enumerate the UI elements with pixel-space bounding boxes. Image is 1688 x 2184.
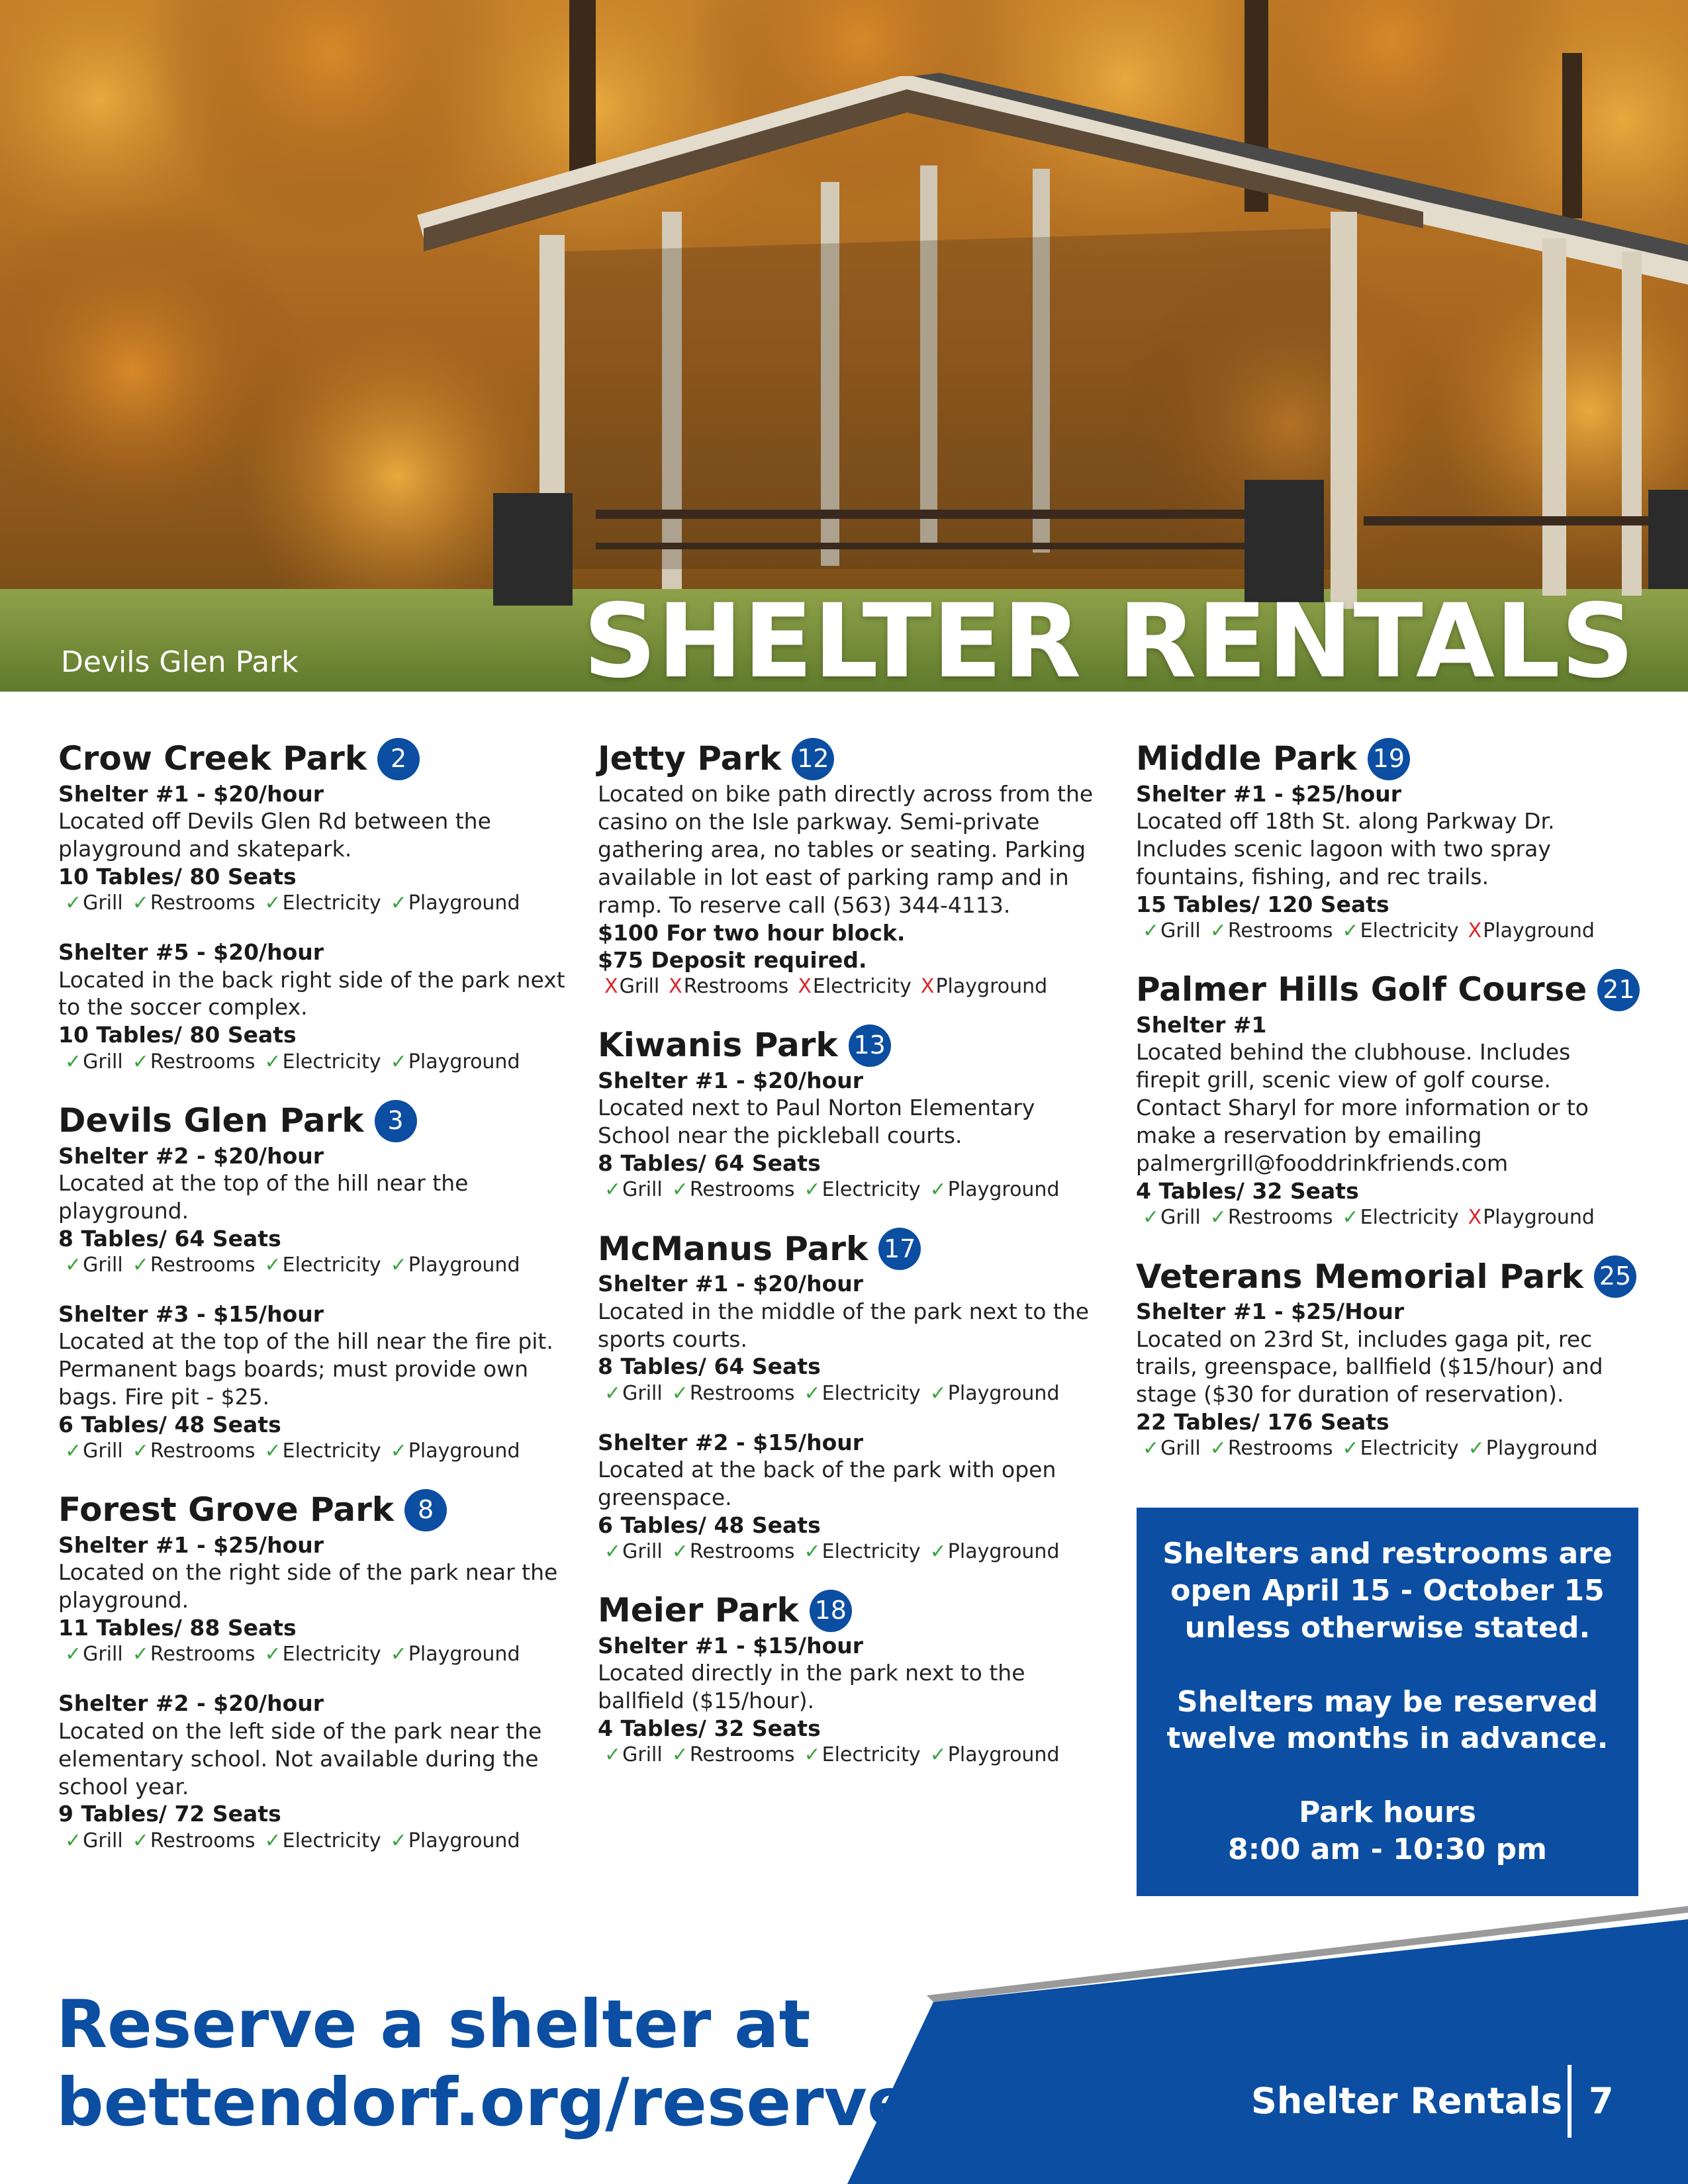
shelter-heading: Shelter #3 - $15/hour (58, 1300, 324, 1327)
check-icon: ✓ (604, 1539, 622, 1563)
amenity-item (132, 1252, 256, 1278)
amenity-label: Electricity (282, 1439, 381, 1463)
check-icon: ✓ (132, 1643, 149, 1666)
map-number-badge: 13 (849, 1024, 891, 1067)
check-icon: ✓ (1143, 919, 1160, 943)
shelter-entry (58, 780, 575, 916)
amenity-label: Grill (1160, 919, 1201, 943)
amenity-label: Grill (619, 975, 660, 999)
amenity-label: Playground (408, 1829, 520, 1852)
amenity-label: Restrooms (150, 1439, 256, 1463)
shelter-heading: Shelter #5 - $20/hour (58, 939, 324, 966)
park-meier (598, 1590, 1114, 1768)
park-name: Devils Glen Park (58, 1101, 364, 1140)
map-number-badge: 25 (1594, 1255, 1636, 1298)
amenity-item (1210, 1435, 1333, 1461)
park-crow-creek (58, 738, 575, 1075)
check-icon: ✓ (1143, 1437, 1160, 1461)
amenity-item (930, 1177, 1060, 1203)
check-icon: ✓ (804, 1178, 821, 1202)
page-title: SHELTER RENTALS (583, 582, 1635, 692)
amenity-item (65, 1438, 123, 1464)
amenity-item (264, 1828, 381, 1854)
shelter-seats: 10 Tables/ 80 Seats (58, 864, 297, 890)
amenity-item (1468, 1205, 1595, 1230)
shelter-description: Located at the top of the hill near the fire pit. Permanent bags boards; must provide own bags. Fire pit - $25. (58, 1328, 553, 1410)
shelter-entry (58, 1531, 575, 1667)
map-number-badge: 18 (810, 1590, 852, 1632)
amenity-label: Restrooms (150, 1829, 256, 1852)
park-devils-glen (58, 1100, 575, 1465)
amenity-item (65, 1252, 123, 1278)
amenity-label: Grill (83, 891, 123, 915)
shelter-heading: Shelter #1 - $20/hour (598, 1068, 864, 1094)
amenity-item (132, 890, 256, 916)
amenity-label: Restrooms (1227, 1206, 1333, 1230)
amenities-list (58, 1252, 575, 1278)
check-icon: ✓ (804, 1743, 821, 1767)
check-icon: ✓ (264, 1439, 281, 1463)
park-kiwanis (598, 1024, 1114, 1203)
x-icon: X (669, 975, 682, 999)
shelter-entry (1136, 1298, 1639, 1461)
amenity-item (391, 890, 520, 916)
amenity-item (930, 1539, 1060, 1565)
park-name: Palmer Hills Golf Course (1136, 970, 1587, 1009)
amenity-label: Restrooms (150, 1253, 256, 1277)
amenity-label: Playground (408, 1643, 520, 1666)
amenities-list (1136, 1205, 1639, 1230)
amenity-label: Electricity (821, 1381, 921, 1405)
park-title (598, 1024, 1114, 1067)
shelter-seats: 6 Tables/ 48 Seats (58, 1411, 281, 1437)
shelter-description: Located off 18th St. along Parkway Dr. Includes scenic lagoon with two spray fountains, fishing, and rec trails. (1136, 808, 1555, 890)
amenity-label: Playground (408, 1253, 520, 1277)
check-icon: ✓ (804, 1539, 821, 1563)
footer-divider (1568, 2065, 1571, 2138)
park-name: Kiwanis Park (598, 1026, 838, 1065)
check-icon: ✓ (1209, 1206, 1227, 1230)
info-box (1137, 1508, 1638, 1896)
section-label: Shelter Rentals (1251, 2080, 1562, 2122)
shelter-deposit-note: $75 Deposit required. (598, 946, 867, 973)
check-icon: ✓ (929, 1178, 947, 1202)
amenity-item (1210, 1205, 1333, 1230)
amenity-item (804, 1539, 920, 1565)
check-icon: ✓ (671, 1539, 688, 1563)
shelter-entry (1136, 780, 1639, 944)
check-icon: ✓ (264, 1050, 281, 1073)
amenity-label: Playground (947, 1178, 1060, 1202)
shelter-description: Located at the top of the hill near the playground. (58, 1169, 469, 1224)
amenities-list (58, 1049, 575, 1075)
park-hours-label: Park hours (1299, 1796, 1476, 1830)
amenities-list (1136, 918, 1639, 944)
check-icon: ✓ (929, 1539, 947, 1563)
amenity-label: Restrooms (689, 1539, 795, 1563)
shelter-entry (598, 1632, 1114, 1768)
amenity-item (65, 1049, 123, 1075)
amenity-label: Grill (622, 1178, 663, 1202)
check-icon: ✓ (65, 1253, 82, 1277)
amenities-list (598, 1381, 1114, 1406)
map-number-badge: 8 (404, 1489, 447, 1531)
park-title (1136, 1255, 1639, 1298)
check-icon: ✓ (604, 1178, 622, 1202)
amenity-label: Grill (622, 1381, 663, 1405)
shelter-entry (1136, 1011, 1639, 1230)
column-3 (1136, 738, 1639, 1486)
amenity-label: Grill (83, 1643, 123, 1666)
amenity-label: Electricity (1360, 919, 1459, 943)
season-note: Shelters and restrooms are open April 15 - October 15 unless otherwise stated. (1162, 1536, 1613, 1645)
shelter-description: Located on the right side of the park near the playground. (58, 1559, 558, 1614)
amenities-list (1136, 1435, 1639, 1461)
park-hours-value: 8:00 am - 10:30 pm (1228, 1833, 1547, 1867)
shelter-heading: Shelter #1 - $25/Hour (1136, 1298, 1405, 1325)
amenity-item (672, 1381, 795, 1406)
shelter-entry (58, 938, 575, 1074)
amenity-label: Playground (947, 1539, 1060, 1563)
amenities-list (58, 1828, 575, 1854)
amenity-label: Grill (83, 1829, 123, 1852)
park-name: Veterans Memorial Park (1136, 1257, 1584, 1296)
amenity-item (1342, 918, 1458, 944)
park-title (58, 1100, 575, 1142)
amenity-label: Restrooms (1227, 919, 1333, 943)
amenity-item (132, 1438, 256, 1464)
amenity-label: Playground (935, 975, 1048, 999)
park-title (1136, 738, 1639, 780)
amenity-label: Grill (622, 1743, 663, 1767)
check-icon: ✓ (264, 891, 281, 915)
amenity-label: Restrooms (150, 891, 256, 915)
amenity-item (1342, 1435, 1458, 1461)
amenity-label: Restrooms (689, 1743, 795, 1767)
shelter-seats: 9 Tables/ 72 Seats (58, 1801, 281, 1827)
x-icon: X (604, 975, 618, 999)
amenity-label: Electricity (821, 1743, 921, 1767)
amenity-item (264, 1641, 381, 1667)
check-icon: ✓ (390, 1253, 407, 1277)
shelter-seats: 22 Tables/ 176 Seats (1136, 1409, 1389, 1435)
shelter-description: Located in the back right side of the park next to the soccer complex. (58, 966, 565, 1021)
amenity-item (672, 1177, 795, 1203)
check-icon: ✓ (1468, 1437, 1485, 1461)
amenity-label: Electricity (1360, 1437, 1459, 1461)
amenity-item (391, 1641, 520, 1667)
amenity-item (391, 1049, 520, 1075)
amenity-label: Electricity (282, 1829, 381, 1852)
shelter-entry (58, 1690, 575, 1853)
shelter-description: Located directly in the park next to the ballfield ($15/hour). (598, 1660, 1025, 1714)
park-palmer-hills (1136, 969, 1639, 1230)
amenity-label: Restrooms (1227, 1437, 1333, 1461)
amenity-label: Restrooms (683, 975, 789, 999)
amenity-item (804, 1177, 920, 1203)
amenity-item (391, 1252, 520, 1278)
amenity-item (604, 1177, 663, 1203)
shelter-seats: 15 Tables/ 120 Seats (1136, 891, 1389, 917)
amenity-item (132, 1828, 256, 1854)
amenity-label: Playground (408, 1439, 520, 1463)
map-number-badge: 2 (377, 738, 420, 780)
amenity-item (672, 1742, 795, 1768)
amenity-item (804, 1742, 920, 1768)
park-name: Middle Park (1136, 739, 1357, 778)
amenity-item (132, 1049, 256, 1075)
map-number-badge: 3 (375, 1100, 417, 1142)
check-icon: ✓ (1342, 1437, 1359, 1461)
amenity-label: Grill (83, 1253, 123, 1277)
check-icon: ✓ (1209, 919, 1227, 943)
park-middle (1136, 738, 1639, 944)
check-icon: ✓ (604, 1381, 622, 1405)
park-title (598, 738, 1114, 780)
check-icon: ✓ (264, 1829, 281, 1852)
x-icon: X (1468, 1206, 1482, 1230)
amenity-label: Playground (408, 891, 520, 915)
amenity-label: Electricity (812, 975, 912, 999)
check-icon: ✓ (1209, 1437, 1227, 1461)
park-name: Crow Creek Park (58, 739, 367, 778)
shelter-entry (58, 1300, 575, 1464)
amenity-item (391, 1438, 520, 1464)
shelter-entry (598, 1270, 1114, 1406)
shelter-heading: Shelter #1 - $25/hour (1136, 781, 1402, 807)
check-icon: ✓ (804, 1381, 821, 1405)
shelter-seats: 4 Tables/ 32 Seats (598, 1715, 821, 1742)
amenity-label: Electricity (821, 1539, 921, 1563)
shelter-price-note: $100 For two hour block. (598, 919, 906, 946)
amenity-item (798, 974, 912, 999)
reserve-url-link[interactable]: bettendorf.org/reserve (56, 2064, 912, 2141)
map-number-badge: 21 (1597, 969, 1640, 1011)
x-icon: X (798, 975, 812, 999)
shelter-description: Located on bike path directly across from the casino on the Isle parkway. Semi-private gathering area, no tables or seating. Parking available in lot east of parking ramp and in ramp. To reserve call (563) 344-4113. (598, 781, 1094, 918)
amenity-item (264, 1049, 381, 1075)
amenity-item (65, 1641, 123, 1667)
check-icon: ✓ (390, 1050, 407, 1073)
amenity-label: Grill (622, 1539, 663, 1563)
check-icon: ✓ (132, 1050, 149, 1073)
map-number-badge: 19 (1368, 738, 1410, 780)
amenity-item (604, 1381, 663, 1406)
amenity-label: Electricity (821, 1178, 921, 1202)
amenity-label: Restrooms (689, 1381, 795, 1405)
park-name: Meier Park (598, 1591, 799, 1630)
amenity-item (391, 1828, 520, 1854)
shelter-description: Located on the left side of the park near the elementary school. Not available during the school year. (58, 1717, 542, 1799)
shelter-heading: Shelter #1 - $20/hour (598, 1271, 864, 1297)
amenity-item (604, 1539, 663, 1565)
park-name: Forest Grove Park (58, 1490, 395, 1529)
amenity-item (1210, 918, 1333, 944)
check-icon: ✓ (65, 1829, 82, 1852)
check-icon: ✓ (390, 1829, 407, 1852)
shelter-description: Located in the middle of the park next to the sports courts. (598, 1298, 1090, 1352)
amenity-item (921, 974, 1047, 999)
shelter-seats: 4 Tables/ 32 Seats (1136, 1178, 1359, 1204)
amenity-item (264, 1252, 381, 1278)
x-icon: X (920, 975, 935, 999)
check-icon: ✓ (671, 1743, 688, 1767)
check-icon: ✓ (1342, 1206, 1359, 1230)
map-number-badge: 17 (878, 1228, 921, 1270)
amenity-item (65, 890, 123, 916)
photo-caption: Devils Glen Park (61, 645, 299, 679)
park-jetty (598, 738, 1114, 999)
amenity-label: Playground (1483, 1206, 1595, 1230)
amenity-item (930, 1742, 1060, 1768)
amenity-label: Restrooms (689, 1178, 795, 1202)
amenities-list (598, 1742, 1114, 1768)
park-veterans-memorial (1136, 1255, 1639, 1461)
amenities-list (58, 1438, 575, 1464)
amenity-label: Playground (1483, 919, 1595, 943)
shelter-description: Located at the back of the park with open greenspace. (598, 1456, 1056, 1510)
shelter-heading: Shelter #1 - $15/hour (598, 1632, 864, 1659)
shelter-seats: 6 Tables/ 48 Seats (598, 1512, 821, 1538)
check-icon: ✓ (929, 1381, 947, 1405)
shelter-seats: 11 Tables/ 88 Seats (58, 1615, 297, 1641)
check-icon: ✓ (390, 1643, 407, 1666)
shelter-entry (598, 1067, 1114, 1203)
shelter-heading: Shelter #2 - $20/hour (58, 1690, 324, 1717)
amenity-label: Grill (83, 1439, 123, 1463)
amenity-item (1468, 1435, 1598, 1461)
shelter-heading: Shelter #2 - $20/hour (58, 1142, 324, 1169)
amenity-item (1468, 918, 1595, 944)
check-icon: ✓ (929, 1743, 947, 1767)
shelter-seats: 8 Tables/ 64 Seats (58, 1225, 281, 1251)
check-icon: ✓ (132, 891, 149, 915)
shelter-heading: Shelter #2 - $15/hour (598, 1429, 864, 1455)
shelter-description: Located on 23rd St, includes gaga pit, rec trails, greenspace, ballfield ($15/hour) and stage ($30 for duration of reservation). (1136, 1326, 1603, 1408)
amenity-label: Electricity (282, 891, 381, 915)
hero-photo (0, 0, 1688, 692)
amenity-label: Playground (947, 1381, 1060, 1405)
check-icon: ✓ (390, 891, 407, 915)
amenities-list (598, 1177, 1114, 1203)
amenity-item (604, 1742, 663, 1768)
park-title (58, 1489, 575, 1531)
amenity-item (1143, 918, 1201, 944)
check-icon: ✓ (1342, 919, 1359, 943)
amenity-item (804, 1381, 920, 1406)
amenity-label: Grill (1160, 1206, 1201, 1230)
amenity-label: Playground (947, 1743, 1060, 1767)
check-icon: ✓ (65, 1643, 82, 1666)
check-icon: ✓ (671, 1178, 688, 1202)
amenity-label: Playground (1485, 1437, 1598, 1461)
amenity-item (930, 1381, 1060, 1406)
park-mcmanus (598, 1228, 1114, 1565)
shelter-description: Located next to Paul Norton Elementary School near the pickleball courts. (598, 1095, 1035, 1149)
check-icon: ✓ (65, 1050, 82, 1073)
check-icon: ✓ (1143, 1206, 1160, 1230)
shelter-entry (598, 1429, 1114, 1565)
amenity-label: Restrooms (150, 1643, 256, 1666)
amenity-item (1342, 1205, 1458, 1230)
shelter-description: Located behind the clubhouse. Includes firepit grill, scenic view of golf course. Contact Sharyl for more information or to make a reservation by emailing palmergrill@fooddrinkfriends.com (1136, 1039, 1589, 1177)
amenity-label: Electricity (282, 1253, 381, 1277)
amenity-label: Playground (408, 1050, 520, 1073)
shelter-heading: Shelter #1 (1136, 1012, 1267, 1038)
park-title (598, 1590, 1114, 1632)
shelter-seats: 8 Tables/ 64 Seats (598, 1150, 821, 1177)
check-icon: ✓ (65, 891, 82, 915)
amenity-item (1143, 1205, 1201, 1230)
check-icon: ✓ (264, 1643, 281, 1666)
column-1 (58, 738, 575, 1879)
column-2 (598, 738, 1114, 1793)
reserve-line-1: Reserve a shelter at (56, 1985, 811, 2063)
amenities-list (58, 1641, 575, 1667)
park-title (598, 1228, 1114, 1270)
amenity-item (264, 890, 381, 916)
amenity-label: Electricity (282, 1643, 381, 1666)
check-icon: ✓ (671, 1381, 688, 1405)
check-icon: ✓ (132, 1829, 149, 1852)
park-name: Jetty Park (598, 739, 782, 778)
shelter-seats: 10 Tables/ 80 Seats (58, 1022, 297, 1048)
amenities-list (598, 1539, 1114, 1565)
park-forest-grove (58, 1489, 575, 1854)
park-title (1136, 969, 1639, 1011)
amenities-list (598, 974, 1114, 999)
amenity-label: Electricity (1360, 1206, 1459, 1230)
reserve-callout (56, 1985, 912, 2142)
amenity-item (604, 974, 659, 999)
check-icon: ✓ (132, 1253, 149, 1277)
amenity-item (65, 1828, 123, 1854)
check-icon: ✓ (390, 1439, 407, 1463)
shelter-seats: 8 Tables/ 64 Seats (598, 1353, 821, 1380)
map-number-badge: 12 (792, 738, 834, 780)
amenity-item (669, 974, 788, 999)
amenity-label: Grill (83, 1050, 123, 1073)
amenity-label: Grill (1160, 1437, 1201, 1461)
amenity-item (1143, 1435, 1201, 1461)
amenity-item (264, 1438, 381, 1464)
shelter-entry (58, 1142, 575, 1278)
shelter-heading: Shelter #1 - $20/hour (58, 781, 324, 807)
shelter-description: Located off Devils Glen Rd between the playground and skatepark. (58, 808, 491, 862)
amenity-label: Electricity (282, 1050, 381, 1073)
check-icon: ✓ (132, 1439, 149, 1463)
check-icon: ✓ (65, 1439, 82, 1463)
amenity-item (132, 1641, 256, 1667)
check-icon: ✓ (604, 1743, 622, 1767)
advance-note: Shelters may be reserved twelve months in advance. (1166, 1684, 1609, 1756)
x-icon: X (1468, 919, 1482, 943)
shelter-entry (598, 780, 1114, 999)
park-title (58, 738, 575, 780)
amenity-item (672, 1539, 795, 1565)
amenities-list (58, 890, 575, 916)
amenity-label: Restrooms (150, 1050, 256, 1073)
park-name: McManus Park (598, 1229, 868, 1268)
page-number: 7 (1589, 2080, 1614, 2122)
shelter-heading: Shelter #1 - $25/hour (58, 1532, 324, 1559)
check-icon: ✓ (264, 1253, 281, 1277)
